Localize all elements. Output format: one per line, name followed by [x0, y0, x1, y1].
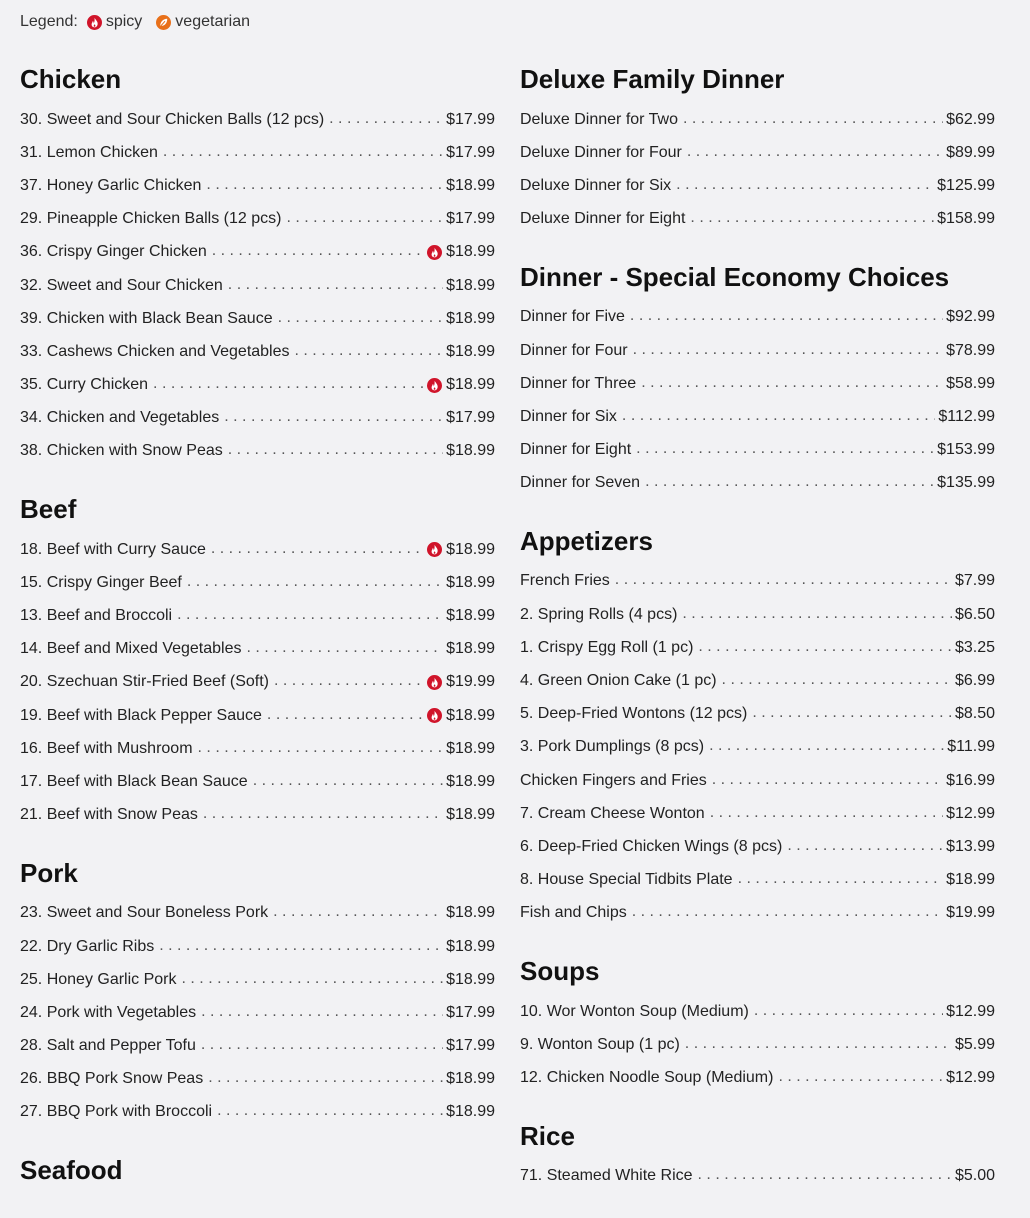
- menu-item-name: 1. Crispy Egg Roll (1 pc): [520, 638, 694, 656]
- menu-item-price: $13.99: [946, 837, 995, 855]
- menu-item-price: $58.99: [946, 374, 995, 392]
- menu-item-name: 33. Cashews Chicken and Vegetables: [20, 342, 290, 360]
- menu-item[interactable]: [20, 963, 495, 996]
- dot-leader: [295, 343, 444, 361]
- menu-item-price: $92.99: [946, 308, 995, 326]
- menu-item[interactable]: [520, 367, 995, 400]
- dot-leader: [198, 740, 444, 758]
- menu-item-price: $5.99: [954, 1035, 995, 1053]
- dot-leader: [709, 738, 944, 756]
- menu-section: [520, 955, 995, 1095]
- menu-item-price: $11.99: [947, 738, 995, 756]
- menu-item-name: Deluxe Dinner for Two: [520, 110, 678, 128]
- menu-item[interactable]: [520, 434, 995, 467]
- dot-leader: [698, 1167, 952, 1185]
- menu-item[interactable]: [520, 830, 995, 863]
- legend-vegetarian: [156, 13, 250, 31]
- menu-item[interactable]: [20, 1030, 495, 1063]
- menu-item-name: 22. Dry Garlic Ribs: [20, 937, 155, 955]
- section-title: Appetizers: [520, 525, 653, 556]
- dot-leader: [211, 541, 424, 559]
- dot-leader: [206, 177, 443, 195]
- menu-item-name: 2. Spring Rolls (4 pcs): [520, 605, 678, 623]
- menu-item[interactable]: [20, 732, 495, 765]
- menu-item-price: $18.99: [446, 573, 495, 591]
- menu-item-name: 24. Pork with Vegetables: [20, 1003, 197, 1021]
- menu-item-price: $18.99: [946, 871, 995, 889]
- section-title: Beef: [20, 494, 77, 525]
- menu-item-name: 14. Beef and Mixed Vegetables: [20, 640, 242, 658]
- menu-item-price: $153.99: [937, 441, 995, 459]
- menu-section: [520, 525, 995, 930]
- menu-item-name: 25. Honey Garlic Pork: [20, 970, 177, 988]
- menu-item-name: Dinner for Eight: [520, 441, 632, 459]
- menu-item-name: 19. Beef with Black Pepper Sauce: [20, 706, 262, 724]
- menu-item-price: $18.99: [446, 309, 495, 327]
- menu-item[interactable]: [520, 1160, 995, 1193]
- menu-item-name: 36. Crispy Ginger Chicken: [20, 243, 207, 261]
- menu-item-price: $3.25: [954, 638, 995, 656]
- menu-item-price: $18.99: [446, 904, 495, 922]
- menu-item-name: 10. Wor Wonton Soup (Medium): [520, 1002, 749, 1020]
- spicy-icon: [427, 245, 442, 260]
- menu-item[interactable]: [20, 566, 495, 599]
- menu-item-price: $12.99: [946, 804, 995, 822]
- dot-leader: [212, 243, 424, 261]
- section-title: Rice: [520, 1120, 575, 1151]
- menu-section: [520, 261, 995, 500]
- menu-item-price: $18.99: [446, 970, 495, 988]
- menu-item[interactable]: [20, 136, 495, 169]
- legend-spicy: [87, 13, 142, 31]
- dot-leader: [698, 639, 952, 657]
- menu-item-name: 17. Beef with Black Bean Sauce: [20, 772, 248, 790]
- dot-leader: [286, 210, 443, 228]
- menu-item-name: 29. Pineapple Chicken Balls (12 pcs): [20, 210, 282, 228]
- menu-item-price: $18.99: [446, 540, 495, 558]
- dot-leader: [224, 409, 443, 427]
- spicy-icon: [427, 675, 442, 690]
- menu-item-price: $17.99: [446, 1003, 495, 1021]
- menu-item-price: $18.99: [446, 243, 495, 261]
- legend-label: Legend:: [20, 13, 78, 30]
- menu-item-price: $17.99: [446, 1037, 495, 1055]
- menu-item[interactable]: [520, 1061, 995, 1094]
- menu-column-right: [520, 63, 995, 1218]
- menu-item-name: 26. BBQ Pork Snow Peas: [20, 1070, 204, 1088]
- menu-section: [520, 1120, 995, 1193]
- menu-item[interactable]: [20, 996, 495, 1029]
- menu-item[interactable]: [20, 435, 495, 468]
- dot-leader: [738, 871, 944, 889]
- dot-leader: [159, 938, 443, 956]
- menu-item[interactable]: [20, 203, 495, 236]
- spicy-icon: [427, 708, 442, 723]
- menu-item[interactable]: [520, 698, 995, 731]
- menu-item[interactable]: [520, 598, 995, 631]
- dot-leader: [329, 111, 443, 129]
- dot-leader: [163, 144, 443, 162]
- dot-leader: [787, 838, 943, 856]
- section-title: Pork: [20, 857, 78, 888]
- menu-item-name: Dinner for Seven: [520, 474, 641, 492]
- menu-item-price: $89.99: [946, 143, 995, 161]
- dot-leader: [201, 1004, 443, 1022]
- dot-leader: [622, 408, 935, 426]
- menu-item[interactable]: [520, 1028, 995, 1061]
- menu-item-price: $12.99: [946, 1068, 995, 1086]
- menu-item-price: $135.99: [937, 474, 995, 492]
- menu-item-price: $18.99: [446, 739, 495, 757]
- dot-leader: [201, 1037, 443, 1055]
- spicy-icon: [427, 542, 442, 557]
- menu-item-price: $18.99: [446, 1103, 495, 1121]
- menu-item[interactable]: [520, 631, 995, 664]
- menu-item-name: 28. Salt and Pepper Tofu: [20, 1037, 196, 1055]
- dot-leader: [645, 474, 934, 492]
- menu-column-left: [20, 63, 495, 1211]
- menu-item-price: $7.99: [954, 572, 995, 590]
- menu-item-name: 3. Pork Dumplings (8 pcs): [520, 738, 705, 756]
- dot-leader: [687, 144, 943, 162]
- menu-item-name: 32. Sweet and Sour Chicken: [20, 276, 223, 294]
- menu-item[interactable]: [20, 369, 495, 402]
- menu-item-name: 27. BBQ Pork with Broccoli: [20, 1103, 213, 1121]
- menu-item-price: $18.99: [446, 276, 495, 294]
- dot-leader: [208, 1070, 443, 1088]
- dot-leader: [636, 441, 934, 459]
- menu-item-name: 31. Lemon Chicken: [20, 143, 158, 161]
- menu-item[interactable]: [20, 533, 495, 566]
- menu-item[interactable]: [520, 334, 995, 367]
- legend-spicy-label: spicy: [105, 13, 143, 30]
- section-title: Deluxe Family Dinner: [520, 64, 785, 94]
- menu-item-name: Dinner for Five: [520, 308, 625, 326]
- menu-item-name: Deluxe Dinner for Four: [520, 143, 682, 161]
- menu-item-price: $6.99: [954, 672, 995, 690]
- menu-item[interactable]: [20, 169, 495, 202]
- dot-leader: [754, 1003, 943, 1021]
- menu-item-name: 37. Honey Garlic Chicken: [20, 176, 202, 194]
- dot-leader: [274, 673, 424, 691]
- menu-item[interactable]: [20, 633, 495, 666]
- dot-leader: [247, 640, 444, 658]
- menu-item-name: 23. Sweet and Sour Boneless Pork: [20, 904, 269, 922]
- dot-leader: [676, 177, 934, 195]
- menu-item[interactable]: [520, 897, 995, 930]
- dot-leader: [641, 375, 943, 393]
- menu-item[interactable]: [20, 897, 495, 930]
- menu-item-name: 34. Chicken and Vegetables: [20, 409, 220, 427]
- menu-item-price: $18.99: [446, 706, 495, 724]
- legend: [20, 13, 264, 31]
- menu-item[interactable]: [20, 599, 495, 632]
- menu-item-name: 20. Szechuan Stir-Fried Beef (Soft): [20, 673, 269, 691]
- menu-section: [20, 857, 495, 1129]
- dot-leader: [683, 111, 943, 129]
- menu-item-price: $16.99: [946, 771, 995, 789]
- dot-leader: [690, 210, 934, 228]
- menu-item-name: 16. Beef with Mushroom: [20, 739, 193, 757]
- menu-item[interactable]: [520, 103, 995, 136]
- menu-item[interactable]: [520, 764, 995, 797]
- dot-leader: [685, 1036, 952, 1054]
- menu-item-name: Deluxe Dinner for Eight: [520, 210, 686, 228]
- menu-item-name: Dinner for Three: [520, 374, 637, 392]
- menu-item-name: 38. Chicken with Snow Peas: [20, 442, 223, 460]
- menu-section: [20, 1154, 495, 1186]
- section-title: Seafood: [20, 1155, 123, 1186]
- menu-item-price: $18.99: [446, 442, 495, 460]
- menu-item-price: $6.50: [954, 605, 995, 623]
- dot-leader: [278, 310, 443, 328]
- menu-item-name: 21. Beef with Snow Peas: [20, 806, 198, 824]
- menu-item[interactable]: [520, 664, 995, 697]
- menu-item-name: Chicken Fingers and Fries: [520, 771, 707, 789]
- dot-leader: [712, 772, 943, 790]
- menu-item-price: $158.99: [937, 210, 995, 228]
- section-title: Soups: [520, 955, 600, 986]
- menu-item[interactable]: [20, 699, 495, 732]
- dot-leader: [633, 342, 943, 360]
- menu-item-price: $112.99: [938, 407, 995, 425]
- menu-item[interactable]: [520, 301, 995, 334]
- menu-item-name: 4. Green Onion Cake (1 pc): [520, 672, 717, 690]
- menu-item-name: 5. Deep-Fried Wontons (12 pcs): [520, 705, 748, 723]
- menu-item-price: $17.99: [446, 110, 495, 128]
- menu-section: [20, 63, 495, 468]
- menu-section: [20, 493, 495, 832]
- dot-leader: [778, 1069, 943, 1087]
- menu-item-price: $18.99: [446, 342, 495, 360]
- menu-item[interactable]: [520, 731, 995, 764]
- dot-leader: [203, 806, 443, 824]
- dot-leader: [615, 572, 952, 590]
- menu-item-name: 6. Deep-Fried Chicken Wings (8 pcs): [520, 837, 783, 855]
- menu-item-price: $8.50: [954, 705, 995, 723]
- menu-item-price: $18.99: [446, 376, 495, 394]
- dot-leader: [630, 308, 943, 326]
- menu-item[interactable]: [520, 467, 995, 500]
- spicy-icon: [427, 378, 442, 393]
- menu-item[interactable]: [520, 995, 995, 1028]
- dot-leader: [228, 277, 443, 295]
- menu-item-name: 71. Steamed White Rice: [520, 1167, 693, 1185]
- dot-leader: [217, 1103, 443, 1121]
- menu-item-name: 8. House Special Tidbits Plate: [520, 871, 733, 889]
- menu-item-name: 13. Beef and Broccoli: [20, 607, 173, 625]
- menu-item[interactable]: [520, 797, 995, 830]
- menu-item-name: Deluxe Dinner for Six: [520, 176, 672, 194]
- menu-item-price: $18.99: [446, 176, 495, 194]
- menu-item-price: $62.99: [946, 110, 995, 128]
- menu-item[interactable]: [20, 1063, 495, 1096]
- menu-item[interactable]: [20, 402, 495, 435]
- menu-section: [520, 63, 995, 236]
- leaf-icon: [156, 15, 171, 30]
- menu-item-price: $18.99: [446, 937, 495, 955]
- dot-leader: [228, 442, 443, 460]
- menu-item-price: $19.99: [946, 904, 995, 922]
- dot-leader: [752, 705, 952, 723]
- menu-item-name: 9. Wonton Soup (1 pc): [520, 1035, 680, 1053]
- section-title: Chicken: [20, 64, 122, 94]
- menu-item-name: 35. Curry Chicken: [20, 376, 149, 394]
- menu-item[interactable]: [520, 400, 995, 433]
- dot-leader: [710, 805, 943, 823]
- menu-item-price: $18.99: [446, 806, 495, 824]
- menu-item-price: $18.99: [446, 640, 495, 658]
- menu-item-price: $18.99: [446, 1070, 495, 1088]
- menu-item-price: $78.99: [946, 341, 995, 359]
- menu-item-name: 15. Crispy Ginger Beef: [20, 573, 182, 591]
- menu-item-name: 12. Chicken Noodle Soup (Medium): [520, 1068, 774, 1086]
- menu-item[interactable]: [20, 930, 495, 963]
- menu-item-price: $17.99: [446, 143, 495, 161]
- menu-item-price: $18.99: [446, 607, 495, 625]
- menu-item-price: $17.99: [446, 210, 495, 228]
- menu-item[interactable]: [520, 203, 995, 236]
- menu-item-name: Dinner for Six: [520, 407, 617, 425]
- dot-leader: [177, 607, 443, 625]
- legend-vegetarian-label: vegetarian: [175, 13, 251, 30]
- dot-leader: [273, 904, 443, 922]
- dot-leader: [682, 606, 952, 624]
- menu-item[interactable]: [20, 765, 495, 798]
- menu-item[interactable]: [20, 335, 495, 368]
- menu-item[interactable]: [20, 269, 495, 302]
- menu-item[interactable]: [520, 565, 995, 598]
- spicy-icon: [87, 15, 102, 30]
- menu-item-name: Fish and Chips: [520, 904, 627, 922]
- menu-item-price: $12.99: [946, 1002, 995, 1020]
- menu-item-name: 30. Sweet and Sour Chicken Balls (12 pcs): [20, 110, 325, 128]
- dot-leader: [632, 904, 943, 922]
- dot-leader: [267, 707, 424, 725]
- section-title: Dinner - Special Economy Choices: [520, 261, 950, 292]
- menu-item[interactable]: [20, 666, 495, 699]
- menu-item-name: 39. Chicken with Black Bean Sauce: [20, 309, 273, 327]
- menu-item-price: $17.99: [446, 409, 495, 427]
- dot-leader: [182, 971, 444, 989]
- dot-leader: [187, 574, 443, 592]
- menu-item-price: $19.99: [446, 673, 495, 691]
- dot-leader: [253, 773, 443, 791]
- menu-item[interactable]: [20, 302, 495, 335]
- menu-item[interactable]: [20, 103, 495, 136]
- menu-item[interactable]: [520, 136, 995, 169]
- menu-item[interactable]: [20, 799, 495, 832]
- menu-item-price: $5.00: [954, 1167, 995, 1185]
- menu-item[interactable]: [20, 1096, 495, 1129]
- menu-item-name: French Fries: [520, 572, 610, 590]
- menu-item-price: $125.99: [937, 176, 995, 194]
- menu-item[interactable]: [520, 864, 995, 897]
- menu-item[interactable]: [520, 169, 995, 202]
- menu-item-name: 7. Cream Cheese Wonton: [520, 804, 705, 822]
- dot-leader: [153, 376, 424, 394]
- menu-item-name: 18. Beef with Curry Sauce: [20, 540, 206, 558]
- dot-leader: [722, 672, 952, 690]
- menu-item[interactable]: [20, 236, 495, 269]
- menu-item-price: $18.99: [446, 772, 495, 790]
- menu-item-name: Dinner for Four: [520, 341, 628, 359]
